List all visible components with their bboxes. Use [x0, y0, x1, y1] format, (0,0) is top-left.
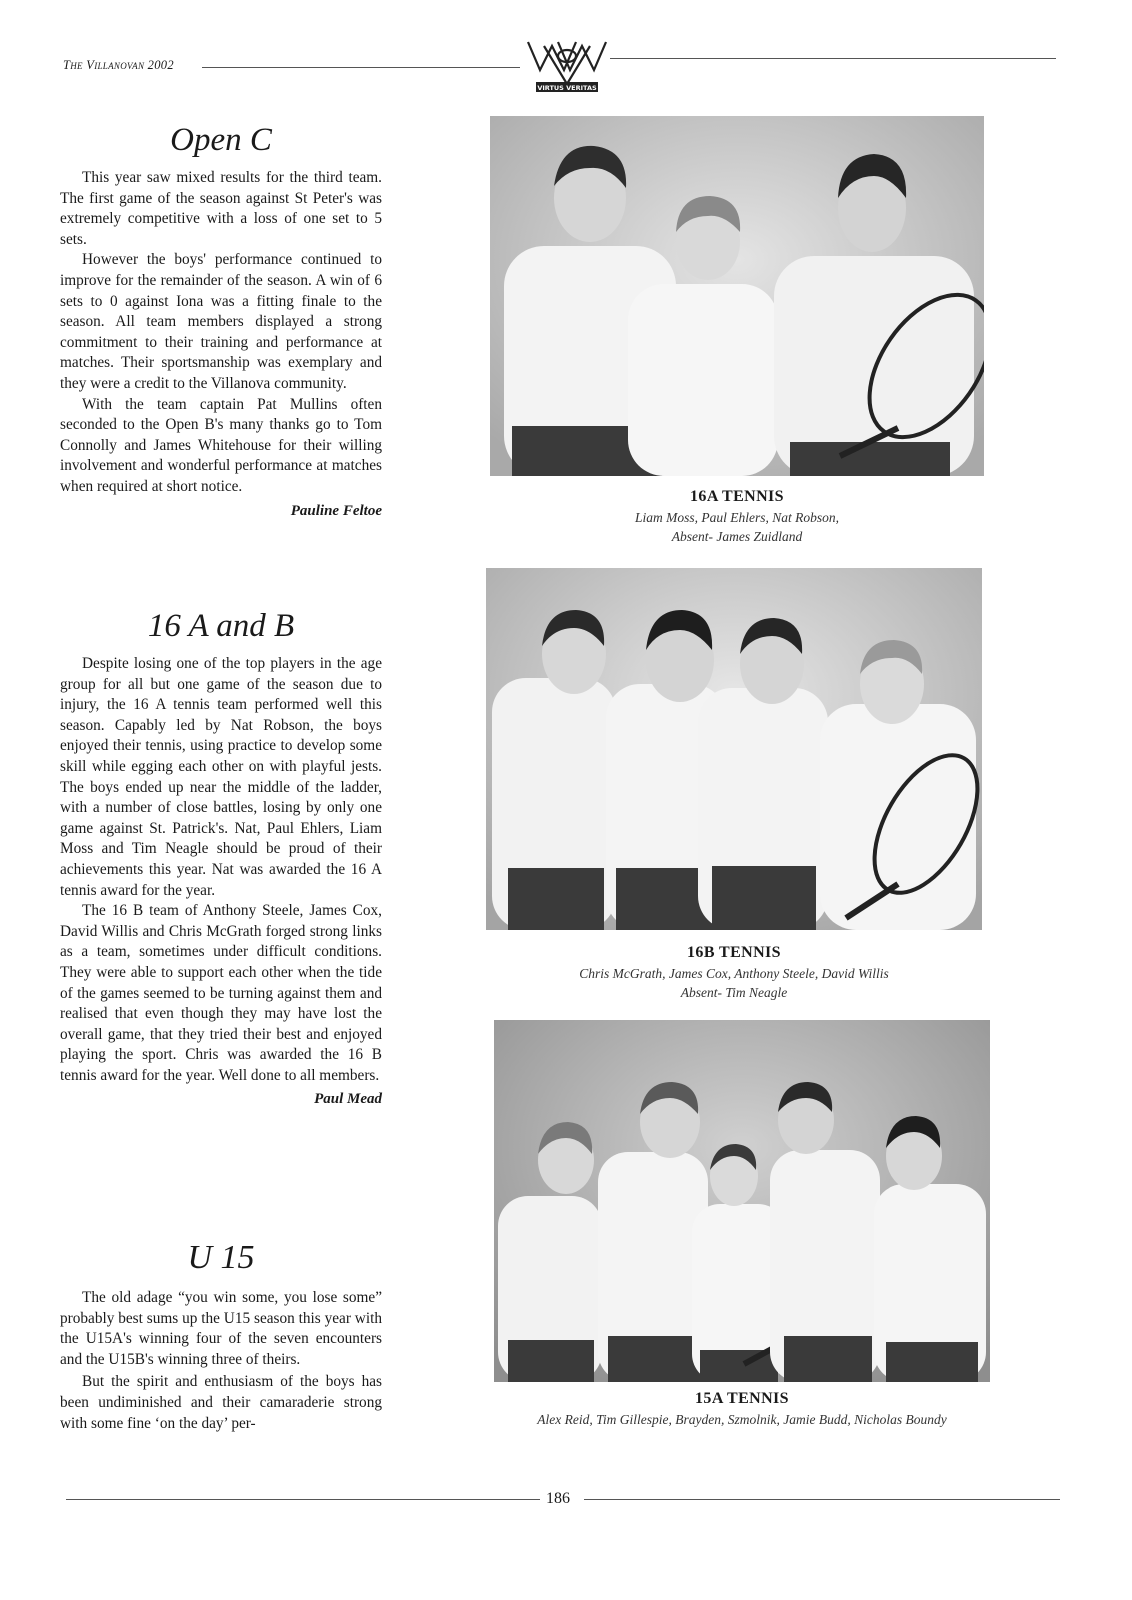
- crest-motto: VIRTUS VERITAS: [537, 84, 597, 92]
- photo-caption: [486, 942, 982, 1002]
- paragraph: The 16 B team of Anthony Steele, James Cox, David Willis and Chris McGrath forged strong links as a team, sometimes under difficult conditions. They were able to support each other when the tide of the games seemed to be turning against them and realised that even though they may have lost the overall game, that they tried their best and enjoyed playing the sport. Chris was awarded the 16 B tennis award for the year. Well done to all members.: [60, 902, 382, 1084]
- section-title: Open C: [170, 122, 272, 158]
- caption-title: 16B TENNIS: [687, 944, 781, 961]
- section-16-a-and-b: [60, 606, 382, 1110]
- running-header: The Villanovan 2002: [63, 58, 174, 72]
- caption-absent: Absent- Tim Neagle: [680, 985, 788, 1000]
- caption-names: Alex Reid, Tim Gillespie, Brayden, Szmolnik, Jamie Budd, Nicholas Boundy: [537, 1412, 947, 1427]
- photo-caption: [490, 486, 984, 546]
- section-title: 16 A and B: [147, 608, 295, 644]
- caption-absent: Absent- James Zuidland: [671, 529, 803, 544]
- paragraph: But the spirit and enthusiasm of the boys has been undiminished and their camaraderie strong with some fine ‘on the day’ per-: [60, 1373, 382, 1432]
- photo-15a-tennis: [494, 1020, 990, 1382]
- author-signature: Paul Mead: [314, 1091, 382, 1108]
- school-crest-logo: [522, 36, 612, 94]
- header-rule-right: [610, 58, 1056, 59]
- paragraph: Despite losing one of the top players in the age group for all but one game of the season due to injury, the 16 A tennis team performed well this season. Capably led by Nat Robson, the boys enjoyed their tennis, using practice to develop some skill while egging each other on with playful jests. The boys ended up near the middle of the ladder, with a number of close battles, losing by only one game against St. Patrick's. Nat, Paul Ehlers, Liam Moss and Tim Neagle should be proud of their achievements this year. Nat was awarded the 16 A tennis award for the year.: [60, 655, 382, 899]
- footer-rule-right: [584, 1499, 1060, 1500]
- caption-names: Chris McGrath, James Cox, Anthony Steele, David Willis: [579, 966, 889, 981]
- caption-title: 15A TENNIS: [695, 1390, 789, 1407]
- caption-title: 16A TENNIS: [690, 488, 784, 505]
- footer-rule-left: [66, 1499, 540, 1500]
- photo-16b-tennis: [486, 568, 982, 930]
- paragraph: This year saw mixed results for the third team. The first game of the season against St Peter's was extremely competitive with a loss of one set to 5 sets.: [60, 169, 382, 248]
- section-u15: [60, 1238, 382, 1434]
- photo-16a-tennis: [490, 116, 984, 476]
- author-signature: Pauline Feltoe: [290, 502, 382, 519]
- section-open-c: [60, 120, 382, 522]
- header-rule-left: [202, 67, 520, 68]
- paragraph: However the boys' performance continued to improve for the remainder of the season. A win of 6 sets to 0 against Iona was a fitting finale to the season. All team members displayed a strong commitment to their training and performance at matches. Their sportsmanship was exemplary and they were a credit to the Villanova community.: [60, 251, 382, 392]
- paragraph: With the team captain Pat Mullins often seconded to the Open B's many thanks go to Tom Connolly and James Whitehouse for their willing involvement and wonderful performance at matches when required at short notice.: [60, 395, 382, 495]
- photo-caption: [494, 1388, 990, 1429]
- page-number: 186: [546, 1490, 570, 1507]
- paragraph: The old adage “you win some, you lose some” probably best sums up the U15 season this year with the U15A's winning four of the seven encounters and the U15B's winning three of theirs.: [60, 1289, 382, 1368]
- caption-names: Liam Moss, Paul Ehlers, Nat Robson,: [634, 510, 839, 525]
- section-title: U 15: [187, 1239, 255, 1276]
